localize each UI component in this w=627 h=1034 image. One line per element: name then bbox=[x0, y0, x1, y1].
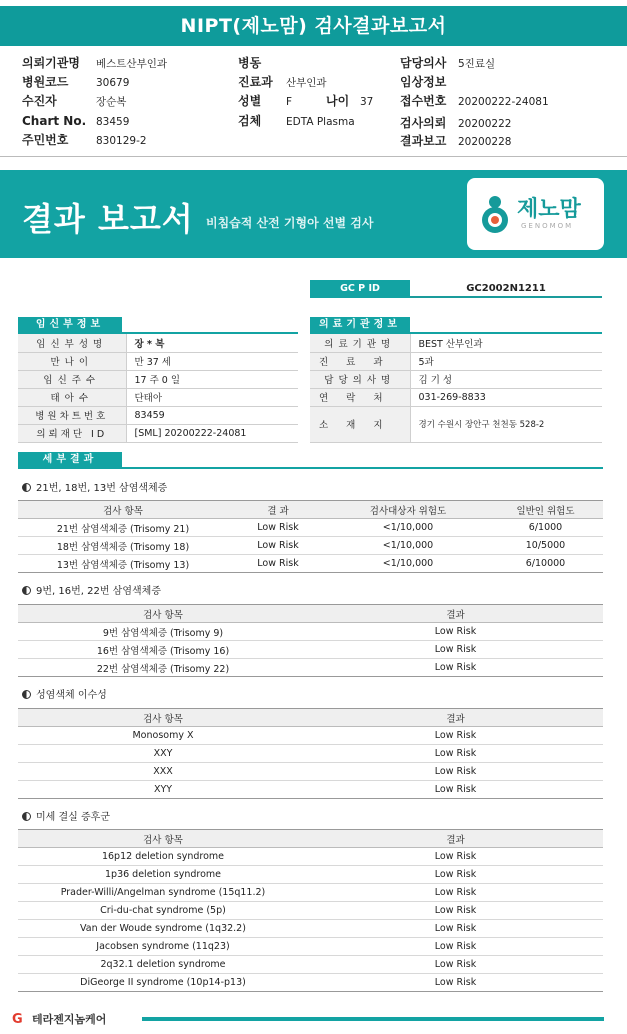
value: EDTA Plasma bbox=[286, 116, 355, 128]
table-header bbox=[18, 830, 603, 848]
table-row bbox=[18, 641, 603, 659]
col-header: 결과 bbox=[308, 605, 603, 623]
cell: Low Risk bbox=[308, 745, 603, 763]
table-row bbox=[18, 519, 603, 537]
cell: 16번 삼염색체증 (Trisomy 16) bbox=[18, 641, 308, 659]
kv-key: 의뢰재단 ID bbox=[18, 424, 126, 442]
label: 접수번호 bbox=[400, 94, 447, 108]
table-row bbox=[18, 745, 603, 763]
detail-result-line bbox=[18, 467, 603, 469]
kv-key: 임신주수 bbox=[18, 370, 126, 388]
institution-info-tag: 의료기관정보 bbox=[310, 317, 410, 333]
cell: XYY bbox=[18, 781, 308, 799]
cell: 16p12 deletion syndrome bbox=[18, 848, 308, 866]
kv-row bbox=[310, 388, 602, 406]
info-chart-no bbox=[22, 112, 129, 130]
kv-row bbox=[310, 370, 602, 388]
kv-row bbox=[310, 334, 602, 352]
section-title: 성염색체 이수성 bbox=[36, 690, 107, 701]
genomom-logo-icon bbox=[477, 194, 513, 234]
cell: <1/10,000 bbox=[328, 537, 488, 555]
kv-row bbox=[18, 406, 298, 424]
table-row bbox=[18, 848, 603, 866]
table-row bbox=[18, 555, 603, 573]
value: 베스트산부인과 bbox=[96, 58, 168, 70]
table-row bbox=[18, 902, 603, 920]
report-title: NIPT(제노맘) 검사결과보고서 bbox=[0, 6, 627, 46]
table-row bbox=[18, 763, 603, 781]
footer-company-name: 테라젠지놈케어 bbox=[32, 1013, 107, 1026]
cell: Low Risk bbox=[308, 659, 603, 677]
cell: <1/10,000 bbox=[328, 519, 488, 537]
value: 장순복 bbox=[96, 96, 127, 108]
table-row bbox=[18, 938, 603, 956]
table-row bbox=[18, 920, 603, 938]
cell: 2q32.1 deletion syndrome bbox=[18, 956, 308, 974]
value: 5진료실 bbox=[458, 58, 496, 70]
cell: 13번 삼염색체증 (Trisomy 13) bbox=[18, 555, 228, 573]
table-row bbox=[18, 727, 603, 745]
age-label: 나이 bbox=[326, 94, 350, 108]
cell: Van der Woude syndrome (1q32.2) bbox=[18, 920, 308, 938]
divider bbox=[0, 156, 627, 157]
cell: 9번 삼염색체증 (Trisomy 9) bbox=[18, 623, 308, 641]
label: 임상정보 bbox=[400, 75, 447, 89]
kv-key: 태아수 bbox=[18, 388, 126, 406]
section-trisomy-minor-heading bbox=[22, 582, 161, 597]
cell: Low Risk bbox=[308, 866, 603, 884]
label: 병원코드 bbox=[22, 75, 69, 89]
pregnant-info-table bbox=[18, 334, 298, 443]
info-specimen bbox=[238, 112, 355, 130]
cell: Low Risk bbox=[308, 902, 603, 920]
kv-key: 병원차트번호 bbox=[18, 406, 126, 424]
cell: Low Risk bbox=[308, 956, 603, 974]
kv-key: 연락처 bbox=[310, 388, 410, 406]
kv-key: 의료기관명 bbox=[310, 334, 410, 352]
kv-key: 진료과 bbox=[310, 352, 410, 370]
kv-row bbox=[18, 424, 298, 442]
footer-company-logo bbox=[12, 1011, 106, 1027]
gcpid-value: GC2002N1211 bbox=[466, 283, 546, 294]
half-circle-icon bbox=[22, 812, 31, 821]
col-header: 검사 항목 bbox=[18, 605, 308, 623]
cell: Jacobsen syndrome (11q23) bbox=[18, 938, 308, 956]
info-hospital-code bbox=[22, 73, 129, 91]
institution-info-table bbox=[310, 334, 602, 443]
sex-chromosome-table bbox=[18, 708, 603, 799]
section-trisomy-major-heading bbox=[22, 479, 167, 494]
cell: 6/10000 bbox=[488, 555, 603, 573]
cell: Low Risk bbox=[308, 974, 603, 992]
trisomy-minor-table bbox=[18, 604, 603, 677]
cell: Low Risk bbox=[308, 641, 603, 659]
table-header bbox=[18, 605, 603, 623]
cell: Low Risk bbox=[308, 884, 603, 902]
trisomy-major-table bbox=[18, 500, 603, 573]
cell: Low Risk bbox=[308, 727, 603, 745]
value: 830129-2 bbox=[96, 135, 147, 147]
kv-value: BEST 산부인과 bbox=[410, 334, 602, 352]
label: 진료과 bbox=[238, 75, 273, 89]
col-header: 결 과 bbox=[228, 501, 328, 519]
table-row bbox=[18, 781, 603, 799]
cell: Prader-Willi/Angelman syndrome (15q11.2) bbox=[18, 884, 308, 902]
kv-row bbox=[18, 388, 298, 406]
kv-row bbox=[310, 406, 602, 442]
col-header: 검사 항목 bbox=[18, 709, 308, 727]
age-value: 37 bbox=[360, 96, 374, 108]
kv-row bbox=[18, 370, 298, 388]
table-row bbox=[18, 866, 603, 884]
col-header: 검사대상자 위험도 bbox=[328, 501, 488, 519]
info-receipt-no bbox=[400, 92, 549, 110]
kv-value: 장 * 복 bbox=[126, 334, 298, 352]
gcpid-box bbox=[310, 280, 602, 298]
cell: Low Risk bbox=[228, 555, 328, 573]
col-header: 결과 bbox=[308, 709, 603, 727]
value: 20200222-24081 bbox=[458, 96, 549, 108]
info-department bbox=[238, 73, 327, 91]
label: 검사의뢰 bbox=[400, 116, 447, 130]
kv-key: 임신부성명 bbox=[18, 334, 126, 352]
value: 30679 bbox=[96, 77, 130, 89]
table-row bbox=[18, 623, 603, 641]
banner-title: 결과 보고서 bbox=[22, 200, 194, 238]
cell: Cri-du-chat syndrome (5p) bbox=[18, 902, 308, 920]
label: 병동 bbox=[238, 56, 262, 70]
col-header: 일반인 위험도 bbox=[488, 501, 603, 519]
kv-value: 경기 수원시 장안구 천천동 528-2 bbox=[410, 406, 602, 442]
kv-key: 담당의사명 bbox=[310, 370, 410, 388]
table-row bbox=[18, 884, 603, 902]
kv-value: 17 주 0 일 bbox=[126, 370, 298, 388]
result-banner bbox=[0, 170, 627, 258]
cell: 6/1000 bbox=[488, 519, 603, 537]
kv-value: [SML] 20200222-24081 bbox=[126, 424, 298, 442]
cell: Low Risk bbox=[308, 763, 603, 781]
cell: Low Risk bbox=[308, 938, 603, 956]
section-title: 미세 결실 증후군 bbox=[36, 812, 110, 823]
kv-value: 단태아 bbox=[126, 388, 298, 406]
cell: Low Risk bbox=[308, 781, 603, 799]
footer-bar bbox=[142, 1017, 604, 1021]
label: 성별 bbox=[238, 94, 262, 108]
label: Chart No. bbox=[22, 114, 87, 128]
section-title: 9번, 16번, 22번 삼염색체증 bbox=[36, 586, 161, 597]
cell: Monosomy X bbox=[18, 727, 308, 745]
info-report-date bbox=[400, 132, 511, 150]
table-header bbox=[18, 501, 603, 519]
pregnant-info-tag: 임신부정보 bbox=[18, 317, 122, 333]
kv-value: 김 기 성 bbox=[410, 370, 602, 388]
cell: Low Risk bbox=[308, 848, 603, 866]
cell: 21번 삼염색체증 (Trisomy 21) bbox=[18, 519, 228, 537]
cell: Low Risk bbox=[228, 519, 328, 537]
table-row bbox=[18, 659, 603, 677]
label: 수진자 bbox=[22, 94, 57, 108]
info-resident-no bbox=[22, 131, 147, 149]
cell: Low Risk bbox=[308, 920, 603, 938]
kv-value: 5과 bbox=[410, 352, 602, 370]
banner-subtitle: 비침습적 산전 기형아 선별 검사 bbox=[206, 216, 374, 230]
kv-value: 83459 bbox=[126, 406, 298, 424]
info-request-date bbox=[400, 114, 511, 132]
kv-row bbox=[310, 352, 602, 370]
cell: 1p36 deletion syndrome bbox=[18, 866, 308, 884]
info-ward bbox=[238, 54, 286, 72]
label: 담당의사 bbox=[400, 56, 447, 70]
logo-subtext: GENOMOM bbox=[521, 222, 574, 230]
kv-key: 만나이 bbox=[18, 352, 126, 370]
cell: DiGeorge II syndrome (10p14-p13) bbox=[18, 974, 308, 992]
value: 20200228 bbox=[458, 136, 512, 148]
col-header: 검사 항목 bbox=[18, 501, 228, 519]
kv-row bbox=[18, 352, 298, 370]
value: F bbox=[286, 96, 293, 108]
cell: Low Risk bbox=[308, 623, 603, 641]
section-microdeletion-heading bbox=[22, 808, 110, 823]
half-circle-icon bbox=[22, 586, 31, 595]
cell: 22번 삼염색체증 (Trisomy 22) bbox=[18, 659, 308, 677]
table-row bbox=[18, 537, 603, 555]
cell: 18번 삼염색체증 (Trisomy 18) bbox=[18, 537, 228, 555]
info-institution bbox=[22, 54, 167, 72]
value: 83459 bbox=[96, 116, 130, 128]
value: 20200222 bbox=[458, 118, 512, 130]
cell: XXX bbox=[18, 763, 308, 781]
info-clinical bbox=[400, 73, 458, 91]
info-sex bbox=[238, 92, 373, 110]
col-header: 결과 bbox=[308, 830, 603, 848]
kv-row bbox=[18, 334, 298, 352]
cell: XXY bbox=[18, 745, 308, 763]
label: 주민번호 bbox=[22, 133, 69, 147]
table-row bbox=[18, 974, 603, 992]
cell: 10/5000 bbox=[488, 537, 603, 555]
label: 검체 bbox=[238, 114, 262, 128]
kv-value: 031-269-8833 bbox=[410, 388, 602, 406]
half-circle-icon bbox=[22, 483, 31, 492]
info-patient bbox=[22, 92, 126, 110]
detail-result-tag: 세부결과 bbox=[18, 452, 122, 468]
kv-key: 소재지 bbox=[310, 406, 410, 442]
half-circle-icon bbox=[22, 690, 31, 699]
info-doctor bbox=[400, 54, 495, 72]
microdeletion-table bbox=[18, 829, 603, 992]
company-logo-icon: G bbox=[12, 1012, 23, 1027]
table-row bbox=[18, 956, 603, 974]
cell: <1/10,000 bbox=[328, 555, 488, 573]
label: 의뢰기관명 bbox=[22, 56, 80, 70]
section-sex-chromosome-heading bbox=[22, 686, 107, 701]
genomom-logo bbox=[467, 178, 604, 250]
table-header bbox=[18, 709, 603, 727]
kv-value: 만 37 세 bbox=[126, 352, 298, 370]
section-title: 21번, 18번, 13번 삼염색체증 bbox=[36, 483, 168, 494]
logo-text: 제노맘 bbox=[517, 197, 581, 222]
cell: Low Risk bbox=[228, 537, 328, 555]
label: 결과보고 bbox=[400, 134, 447, 148]
value: 산부인과 bbox=[286, 77, 327, 89]
col-header: 검사 항목 bbox=[18, 830, 308, 848]
gcpid-label: GC P ID bbox=[310, 280, 410, 298]
